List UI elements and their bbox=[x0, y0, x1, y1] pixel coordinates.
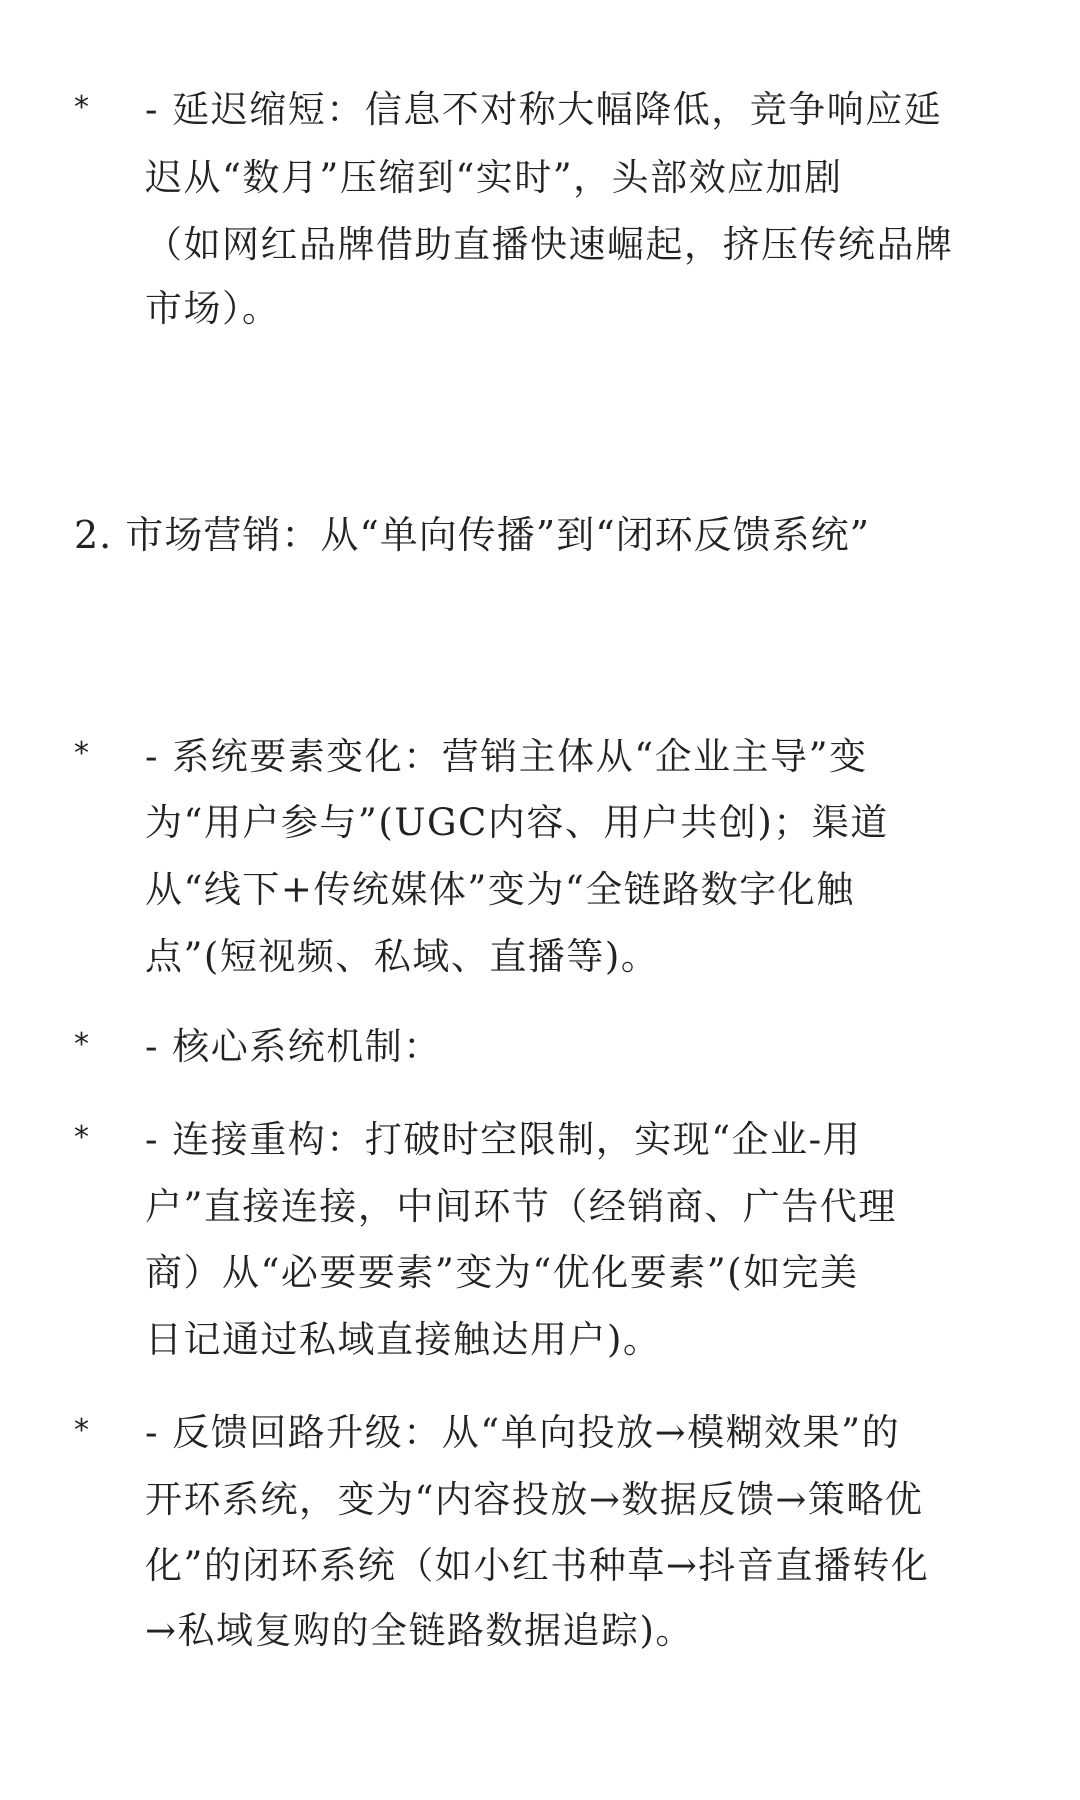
list-item-text-line: - 连接重构：打破时空限制，实现“企业-用 bbox=[145, 1118, 862, 1161]
bullet-asterisk: * bbox=[74, 1413, 89, 1448]
list-item-text-line: 迟从“数月”压缩到“实时”，头部效应加剧 bbox=[145, 156, 843, 199]
list-item-text-line: （如网红品牌借助直播快速崛起，挤压传统品牌 bbox=[145, 223, 954, 266]
list-item-text-line: - 反馈回路升级：从“单向投放→模糊效果”的 bbox=[145, 1411, 901, 1454]
bullet-asterisk: * bbox=[74, 1027, 89, 1062]
list-item-text-line: 商）从“必要要素”变为“优化要素”(如完美 bbox=[145, 1251, 859, 1294]
list-item-text-line: 点”(短视频、私域、直播等)。 bbox=[145, 935, 660, 978]
list-item-text-line: 户”直接连接，中间环节（经销商、广告代理 bbox=[145, 1185, 897, 1228]
list-item-text-line: →私域复购的全链路数据追踪)。 bbox=[145, 1609, 694, 1652]
section-heading: 2. 市场营销：从“单向传播”到“闭环反馈系统” bbox=[74, 513, 871, 557]
list-item-text-line: 市场）。 bbox=[145, 287, 281, 330]
list-item-text-line: - 延迟缩短：信息不对称大幅降低，竞争响应延 bbox=[145, 88, 943, 131]
bullet-asterisk: * bbox=[74, 90, 89, 125]
list-item-text-line: 从“线下+传统媒体”变为“全链路数字化触 bbox=[145, 868, 855, 911]
list-item-text-line: 开环系统，变为“内容投放→数据反馈→策略优 bbox=[145, 1478, 924, 1521]
list-item-text-line: - 系统要素变化：营销主体从“企业主导”变 bbox=[145, 735, 868, 778]
list-item-text-line: - 核心系统机制： bbox=[145, 1025, 442, 1068]
bullet-asterisk: * bbox=[74, 736, 89, 771]
list-item-text-line: 日记通过私域直接触达用户)。 bbox=[145, 1318, 662, 1361]
bullet-asterisk: * bbox=[74, 1120, 89, 1155]
list-item-text-line: 为“用户参与”(UGC内容、用户共创)；渠道 bbox=[145, 801, 889, 844]
list-item-text-line: 化”的闭环系统（如小红书种草→抖音直播转化 bbox=[145, 1544, 930, 1587]
